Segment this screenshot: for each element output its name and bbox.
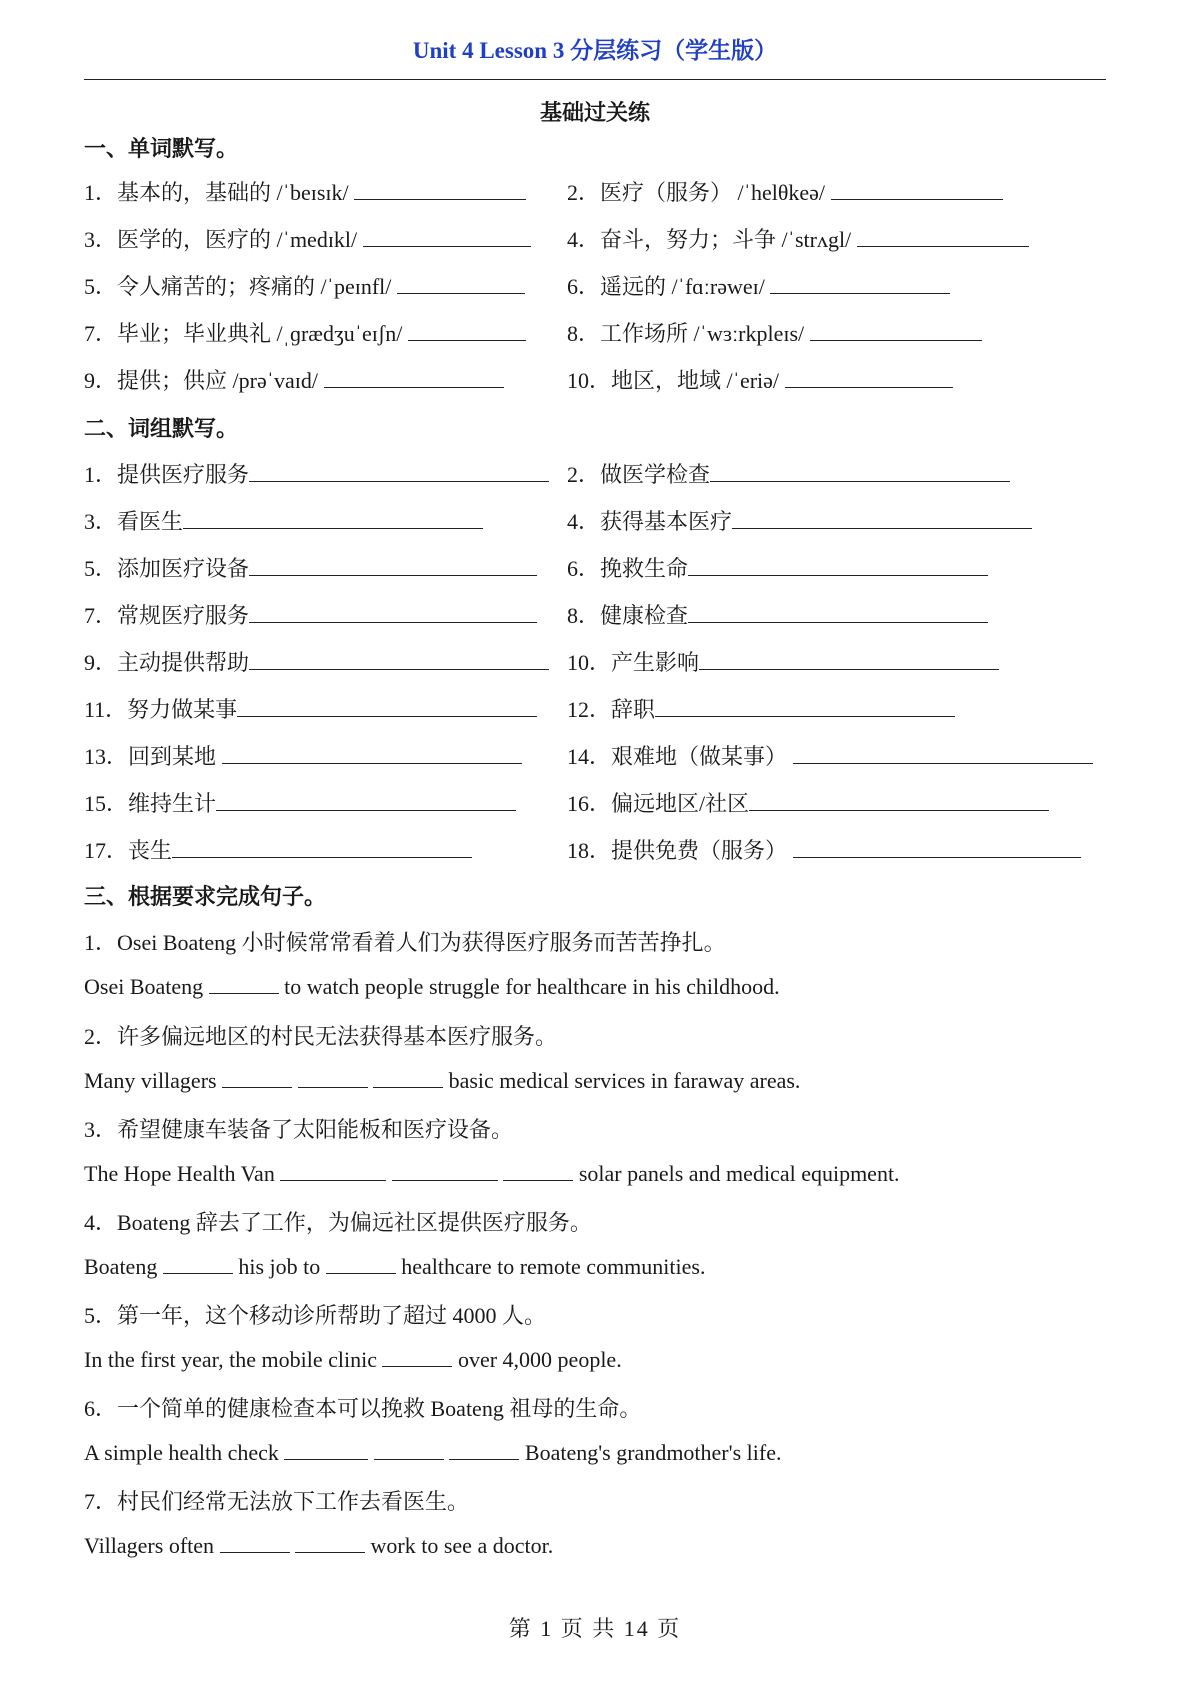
answer-blank[interactable] [688,555,988,576]
phrase-item: 1．提供医疗服务 [84,458,549,489]
answer-blank[interactable] [172,837,472,858]
phrase-item: 4．获得基本医疗 [567,505,1032,536]
vocab-item: 9．提供；供应 /prəˈvaɪd/ [84,364,504,395]
answer-blank[interactable] [449,1439,519,1460]
page-header-title: Unit 4 Lesson 3 分层练习（学生版） [412,38,778,63]
sentence-prompt: 7．村民们经常无法放下工作去看医生。 [84,1489,470,1514]
vocab-item: 3．医学的，医疗的 /ˈmedɪkl/ [84,223,531,254]
answer-blank[interactable] [688,602,988,623]
answer-blank[interactable] [699,649,999,670]
sentence-prompt: 3．希望健康车装备了太阳能板和医疗设备。 [84,1117,514,1142]
answer-blank[interactable] [209,973,279,994]
answer-blank[interactable] [295,1532,365,1553]
answer-blank[interactable] [710,461,1010,482]
vocab-item: 1．基本的，基础的 /ˈbeɪsɪk/ [84,176,526,207]
phrase-item: 15．维持生计 [84,787,516,818]
phrase-item: 14．艰难地（做某事） [567,740,1093,771]
answer-blank[interactable] [216,790,516,811]
sentence-answer: Osei Boateng to watch people struggle for healthcare in his childhood. [84,974,780,999]
answer-blank[interactable] [655,696,955,717]
answer-blank[interactable] [749,790,1049,811]
phrase-item: 18．提供免费（服务） [567,834,1081,865]
answer-blank[interactable] [857,226,1029,247]
vocab-item: 5．令人痛苦的；疼痛的 /ˈpeɪnfl/ [84,270,525,301]
phrase-item: 6．挽救生命 [567,552,988,583]
phrase-item: 10．产生影响 [567,646,999,677]
answer-blank[interactable] [810,320,982,341]
phrase-item: 12．辞职 [567,693,955,724]
answer-blank[interactable] [163,1253,233,1274]
phrase-item: 11．努力做某事 [84,693,537,724]
sentence-prompt: 4．Boateng 辞去了工作，为偏远社区提供医疗服务。 [84,1210,592,1235]
phrase-item: 3．看医生 [84,505,483,536]
answer-blank[interactable] [222,1067,292,1088]
sentence-answer: The Hope Health Van solar panels and medical equipment. [84,1161,900,1186]
section2-heading: 二、词组默写。 [84,416,239,441]
answer-blank[interactable] [237,696,537,717]
sentence-answer: Many villagers basic medical services in faraway areas. [84,1068,801,1093]
answer-blank[interactable] [397,273,525,294]
answer-blank[interactable] [831,179,1003,200]
answer-blank[interactable] [222,743,522,764]
vocab-item: 7．毕业；毕业典礼 /ˌɡrædʒuˈeɪʃn/ [84,317,526,348]
answer-blank[interactable] [354,179,526,200]
answer-blank[interactable] [324,367,504,388]
page-footer: 第 1 页 共 14 页 [508,1616,682,1641]
sentence-answer: Boateng his job to healthcare to remote communities. [84,1254,706,1279]
answer-blank[interactable] [382,1346,452,1367]
phrase-item: 13．回到某地 [84,740,522,771]
answer-blank[interactable] [392,1160,498,1181]
sentence-prompt: 6．一个简单的健康检查本可以挽救 Boateng 祖母的生命。 [84,1396,642,1421]
sentence-answer: In the first year, the mobile clinic over 4,000 people. [84,1347,622,1372]
vocab-item: 10．地区，地域 /ˈeriə/ [567,364,953,395]
vocab-item: 4．奋斗，努力；斗争 /ˈstrʌgl/ [567,223,1029,254]
vocab-item: 6．遥远的 /ˈfɑːrəweɪ/ [567,270,950,301]
answer-blank[interactable] [183,508,483,529]
section3-heading: 三、根据要求完成句子。 [84,884,327,909]
sentence-answer: Villagers often work to see a doctor. [84,1533,554,1558]
answer-blank[interactable] [280,1160,386,1181]
answer-blank[interactable] [785,367,953,388]
answer-blank[interactable] [220,1532,290,1553]
answer-blank[interactable] [249,649,549,670]
answer-blank[interactable] [408,320,526,341]
answer-blank[interactable] [249,555,537,576]
phrase-item: 2．做医学检查 [567,458,1010,489]
answer-blank[interactable] [503,1160,573,1181]
vocab-item: 2．医疗（服务） /ˈhelθkeə/ [567,176,1003,207]
phrase-item: 16．偏远地区/社区 [567,787,1049,818]
answer-blank[interactable] [284,1439,368,1460]
answer-blank[interactable] [793,743,1093,764]
answer-blank[interactable] [298,1067,368,1088]
phrase-item: 17．丧生 [84,834,472,865]
answer-blank[interactable] [249,602,537,623]
header-divider [84,79,1106,80]
sentence-prompt: 1．Osei Boateng 小时候常常看着人们为获得医疗服务而苦苦挣扎。 [84,930,726,955]
phrase-item: 8．健康检查 [567,599,988,630]
answer-blank[interactable] [373,1067,443,1088]
page-subtitle: 基础过关练 [539,100,650,125]
phrase-item: 7．常规医疗服务 [84,599,537,630]
phrase-item: 9．主动提供帮助 [84,646,549,677]
vocab-item: 8．工作场所 /ˈwɜːrkpleɪs/ [567,317,982,348]
sentence-answer: A simple health check Boateng's grandmother's life. [84,1440,782,1465]
answer-blank[interactable] [374,1439,444,1460]
answer-blank[interactable] [363,226,531,247]
answer-blank[interactable] [793,837,1081,858]
section1-heading: 一、单词默写。 [84,136,239,161]
phrase-item: 5．添加医疗设备 [84,552,537,583]
sentence-prompt: 5．第一年，这个移动诊所帮助了超过 4000 人。 [84,1303,547,1328]
answer-blank[interactable] [249,461,549,482]
answer-blank[interactable] [770,273,950,294]
answer-blank[interactable] [326,1253,396,1274]
answer-blank[interactable] [732,508,1032,529]
sentence-prompt: 2．许多偏远地区的村民无法获得基本医疗服务。 [84,1024,558,1049]
